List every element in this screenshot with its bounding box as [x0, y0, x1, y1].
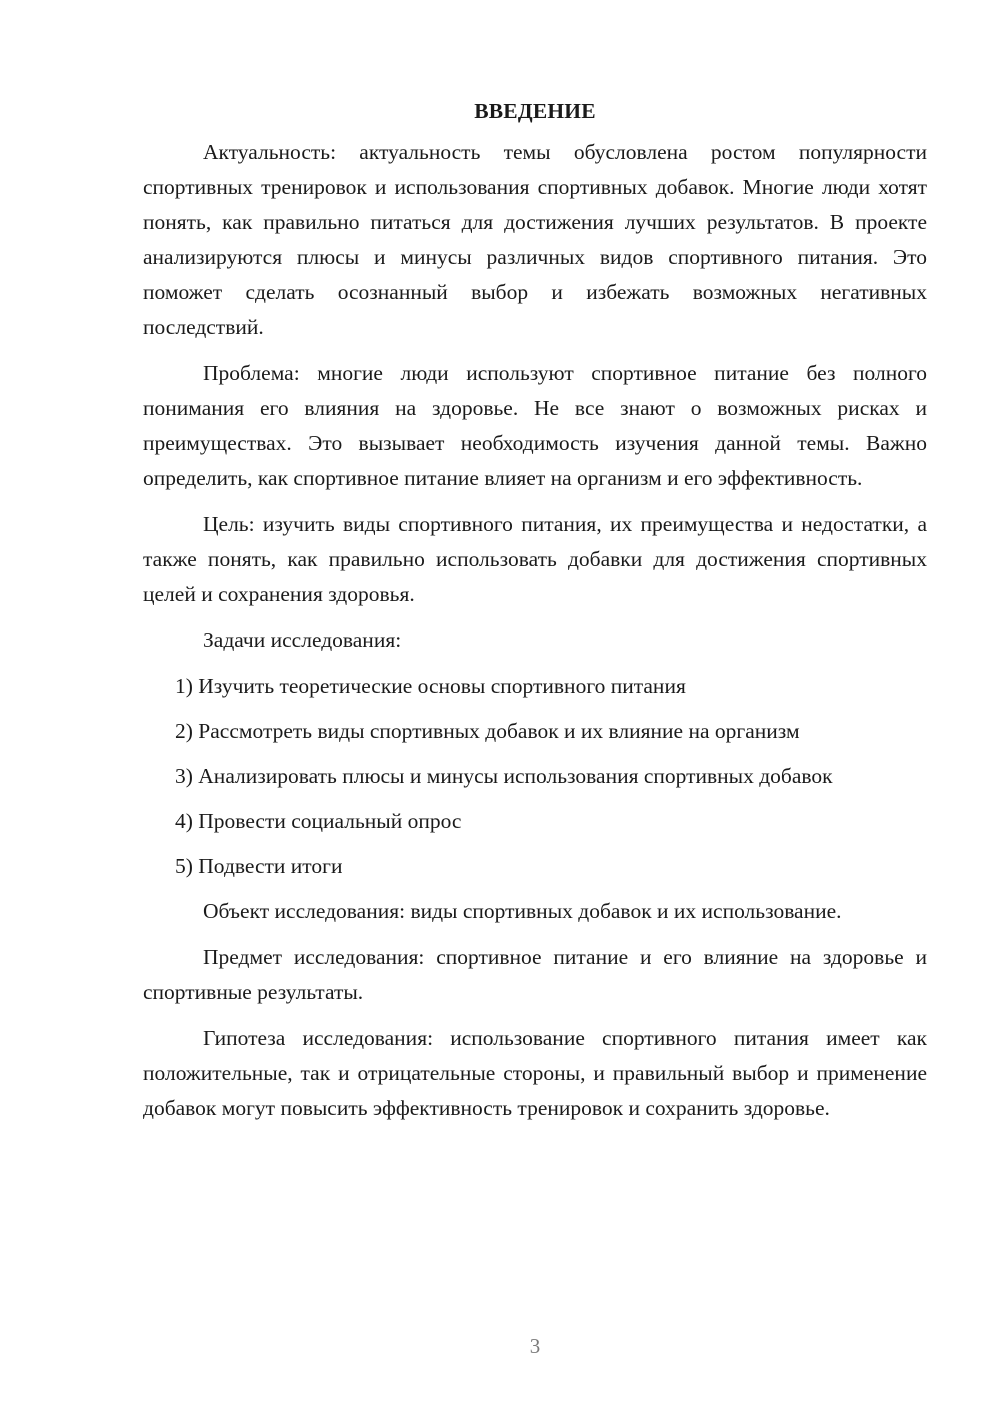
- task-item-5: 5) Подвести итоги: [175, 854, 343, 878]
- relevance-paragraph: Актуальность: актуальность темы обусловлена ростом популярности спортивных тренировок и использования спортивных добавок. Многие люди хотят понять, как правильно питаться для достижения лучших результатов. В проекте анализируются плюсы и минусы различных видов спортивного питания. Это поможет сделать осознанный выбор и избежать возможных негативных последствий.: [143, 140, 927, 339]
- task-item-3: 3) Анализировать плюсы и минусы использования спортивных добавок: [175, 764, 833, 788]
- task-item-1: 1) Изучить теоретические основы спортивного питания: [175, 674, 686, 698]
- tasks-heading: Задачи исследования:: [203, 628, 402, 652]
- subject-paragraph: Предмет исследования: спортивное питание и его влияние на здоровье и спортивные результаты.: [143, 945, 927, 1004]
- hypothesis-paragraph: Гипотеза исследования: использование спортивного питания имеет как положительные, так и отрицательные стороны, и правильный выбор и применение добавок могут повысить эффективность тренировок и сохранить здоровье.: [143, 1026, 927, 1120]
- task-item-2: 2) Рассмотреть виды спортивных добавок и их влияние на организм: [175, 719, 800, 743]
- object-paragraph: Объект исследования: виды спортивных добавок и их использование.: [203, 899, 842, 923]
- page-content: [143, 96, 927, 1137]
- page-number: 3: [529, 1334, 541, 1358]
- problem-paragraph: Проблема: многие люди используют спортивное питание без полного понимания его влияния на здоровье. Не все знают о возможных рисках и преимуществах. Это вызывает необходимость изучения данной темы. Важно определить, как спортивное питание влияет на организм и его эффективность.: [143, 361, 927, 490]
- task-item-4: 4) Провести социальный опрос: [175, 809, 462, 833]
- page-title: ВВЕДЕНИЕ: [474, 99, 596, 123]
- goal-paragraph: Цель: изучить виды спортивного питания, их преимущества и недостатки, а также понять, как правильно использовать добавки для достижения спортивных целей и сохранения здоровья.: [143, 512, 927, 606]
